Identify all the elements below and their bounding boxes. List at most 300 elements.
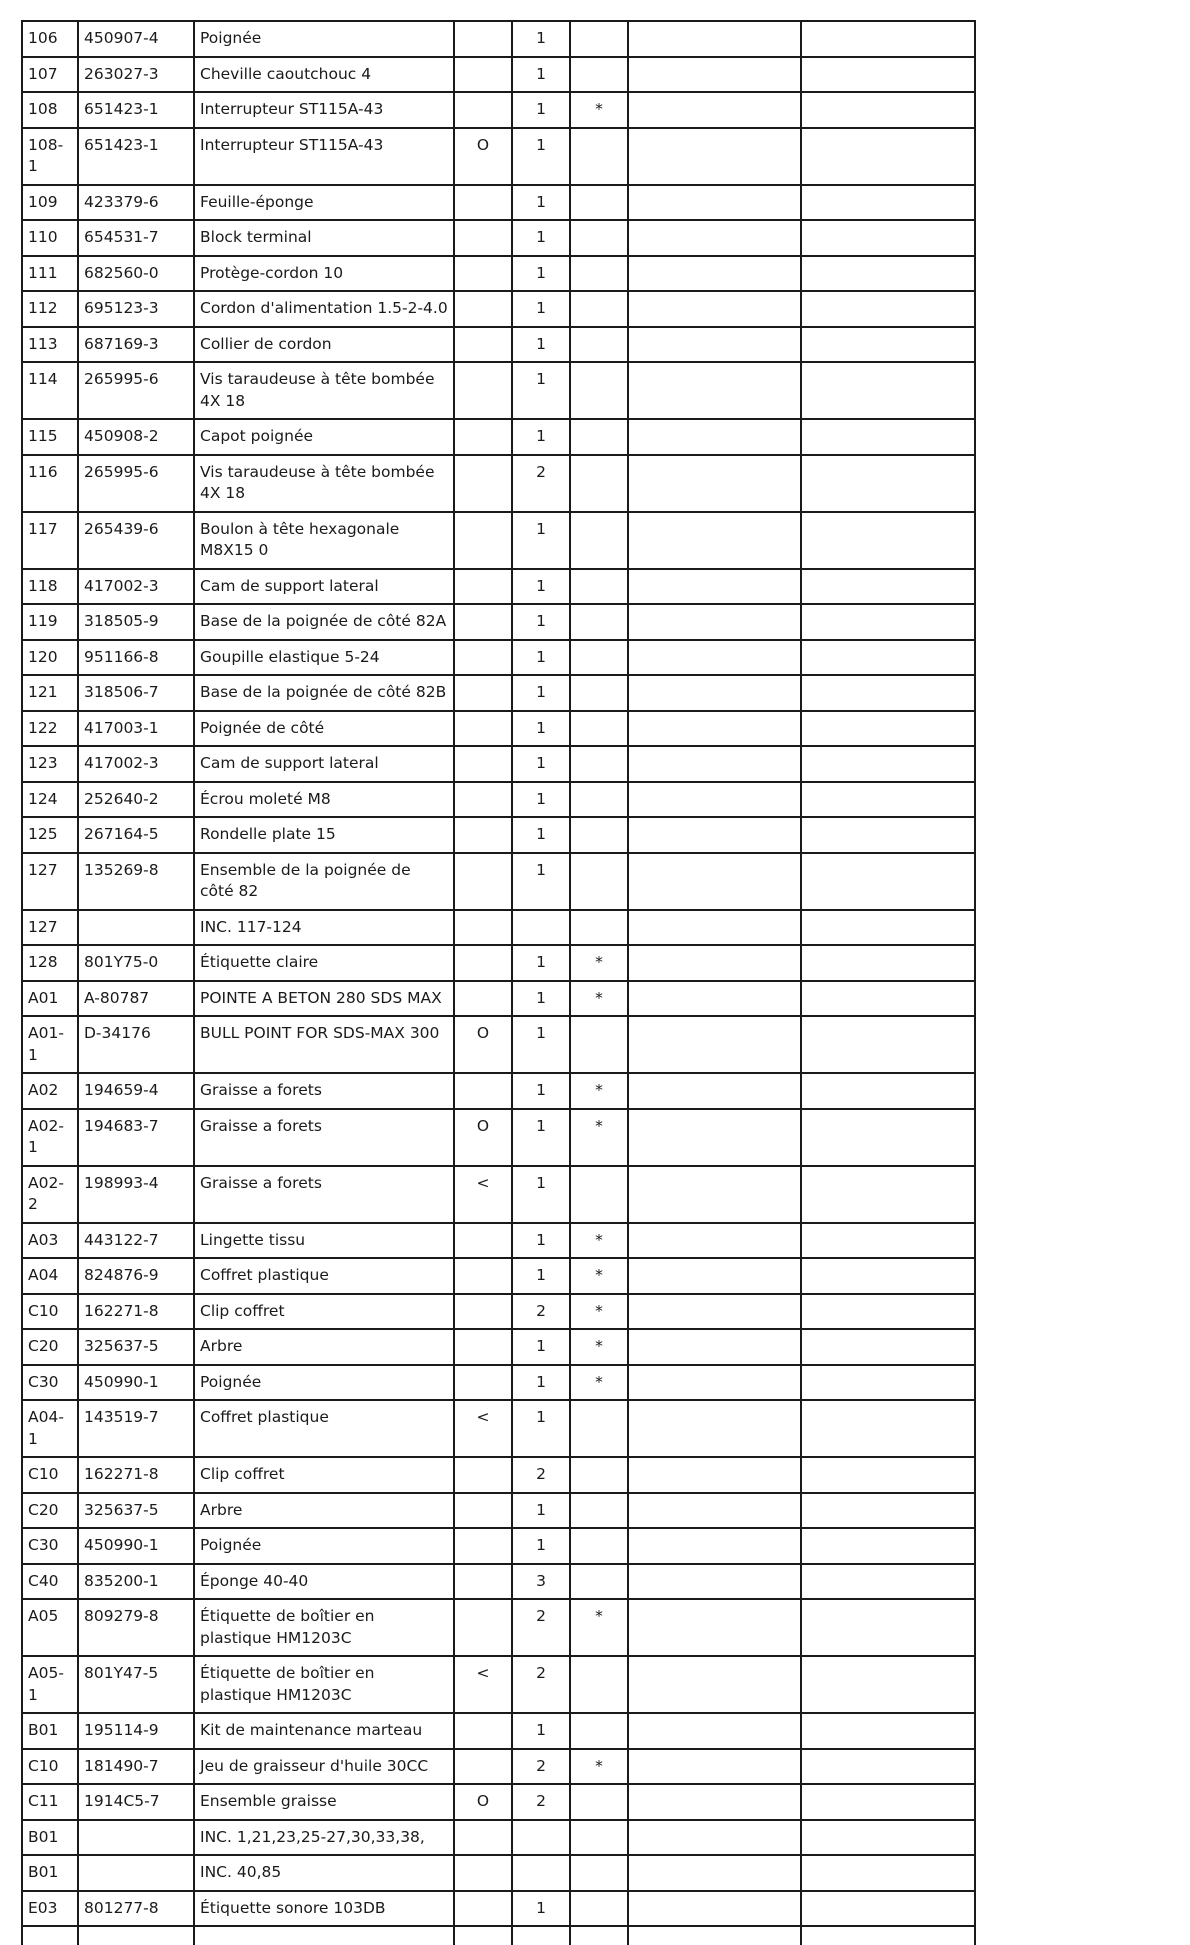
table-row [22,853,975,910]
description-cell: Rondelle plate 15 [194,817,454,853]
part-number-cell: 417003-1 [78,711,194,747]
option-cell [454,981,512,1017]
part-number-cell: 450990-1 [78,1528,194,1564]
note-cell [570,711,628,747]
table-row [22,92,975,128]
note-cell [570,1457,628,1493]
quantity-cell: 2 [512,1457,570,1493]
note-cell [570,569,628,605]
table-row [22,1749,975,1785]
blank-cell [801,1400,975,1457]
part-number-cell: 835200-1 [78,1564,194,1600]
description-cell: Ensemble de la poignée de côté 82 [194,853,454,910]
part-number-cell: D-34176 [78,1016,194,1073]
blank-cell [801,327,975,363]
quantity-cell: 1 [512,981,570,1017]
option-cell [454,853,512,910]
description-cell: Étiquette sonore 103DB [194,1891,454,1927]
option-cell [454,1223,512,1259]
note-cell [570,910,628,946]
blank-cell [801,1749,975,1785]
option-cell [454,945,512,981]
table-row [22,945,975,981]
blank-cell [801,711,975,747]
blank-cell [801,21,975,57]
table-row [22,57,975,93]
quantity-cell: 2 [512,1599,570,1656]
part-number-cell: 198993-4 [78,1166,194,1223]
quantity-cell: 1 [512,604,570,640]
note-cell: * [570,1599,628,1656]
quantity-cell: 1 [512,945,570,981]
part-number-cell: 801Y47-5 [78,1656,194,1713]
blank-cell [454,1926,512,1945]
description-cell: Graisse a forets [194,1109,454,1166]
description-cell: Poignée [194,21,454,57]
note-cell [570,291,628,327]
blank-cell [628,128,801,185]
blank-cell [628,853,801,910]
table-row [22,640,975,676]
description-cell: Vis taraudeuse à tête bombée 4X 18 [194,455,454,512]
blank-cell [628,362,801,419]
table-row [22,362,975,419]
table-row [22,1564,975,1600]
option-cell [454,782,512,818]
blank-cell [628,1926,801,1945]
description-cell: Vis taraudeuse à tête bombée 4X 18 [194,362,454,419]
part-number-cell: 162271-8 [78,1294,194,1330]
blank-cell [628,1016,801,1073]
part-number-cell: 194659-4 [78,1073,194,1109]
note-cell [570,1493,628,1529]
table-row [22,1109,975,1166]
blank-cell [801,419,975,455]
table-row [22,1656,975,1713]
blank-cell [801,1784,975,1820]
quantity-cell: 1 [512,817,570,853]
option-cell [454,291,512,327]
option-cell [454,256,512,292]
option-cell: < [454,1400,512,1457]
item-number-cell: C11 [22,1784,78,1820]
note-cell [570,1528,628,1564]
option-cell [454,910,512,946]
blank-cell [801,1329,975,1365]
description-cell: Arbre [194,1493,454,1529]
part-number-cell: 194683-7 [78,1109,194,1166]
blank-cell [628,291,801,327]
option-cell [454,1329,512,1365]
note-cell: * [570,1365,628,1401]
item-number-cell: 125 [22,817,78,853]
part-number-cell: 318505-9 [78,604,194,640]
description-cell: Graisse a forets [194,1073,454,1109]
item-number-cell: 119 [22,604,78,640]
blank-cell [801,640,975,676]
quantity-cell: 1 [512,1073,570,1109]
blank-cell [628,675,801,711]
part-number-cell: 695123-3 [78,291,194,327]
blank-cell [628,256,801,292]
blank-cell [801,185,975,221]
note-cell [570,1400,628,1457]
blank-cell [801,1599,975,1656]
item-number-cell: 109 [22,185,78,221]
item-number-cell: A01 [22,981,78,1017]
note-cell [570,128,628,185]
option-cell [454,92,512,128]
description-cell: Goupille elastique 5-24 [194,640,454,676]
description-cell: Arbre [194,1329,454,1365]
table-row [22,21,975,57]
table-row [22,291,975,327]
part-number-cell: 654531-7 [78,220,194,256]
part-number-cell: 450907-4 [78,21,194,57]
blank-cell [801,1365,975,1401]
table-row [22,910,975,946]
note-cell: * [570,1294,628,1330]
note-cell [570,1784,628,1820]
option-cell [454,1820,512,1856]
table-row [22,817,975,853]
item-number-cell: 108 [22,92,78,128]
part-number-cell: 423379-6 [78,185,194,221]
item-number-cell: C30 [22,1365,78,1401]
option-cell [454,1258,512,1294]
quantity-cell: 1 [512,419,570,455]
note-cell: * [570,1109,628,1166]
part-number-cell: 801Y75-0 [78,945,194,981]
quantity-cell: 1 [512,1329,570,1365]
blank-cell [628,569,801,605]
table-row [22,604,975,640]
item-number-cell: 127 [22,853,78,910]
table-row [22,782,975,818]
description-cell: Base de la poignée de côté 82A [194,604,454,640]
part-number-cell: 417002-3 [78,569,194,605]
table-row [22,1016,975,1073]
part-number-cell: 162271-8 [78,1457,194,1493]
blank-cell [628,1855,801,1891]
part-number-cell: 267164-5 [78,817,194,853]
blank-cell [628,1294,801,1330]
quantity-cell: 2 [512,1656,570,1713]
part-number-cell: 417002-3 [78,746,194,782]
description-cell: BULL POINT FOR SDS-MAX 300 [194,1016,454,1073]
item-number-cell: 120 [22,640,78,676]
blank-cell [628,512,801,569]
blank-cell [801,1656,975,1713]
part-number-cell: 195114-9 [78,1713,194,1749]
blank-cell [801,57,975,93]
item-number-cell: 121 [22,675,78,711]
table-row [22,1926,975,1945]
blank-cell [801,1564,975,1600]
blank-cell [628,220,801,256]
note-cell: * [570,945,628,981]
quantity-cell: 1 [512,1258,570,1294]
description-cell: Clip coffret [194,1294,454,1330]
parts-table [21,20,976,1945]
quantity-cell: 2 [512,1749,570,1785]
option-cell: O [454,1784,512,1820]
blank-cell [628,746,801,782]
quantity-cell: 2 [512,1784,570,1820]
quantity-cell: 1 [512,1400,570,1457]
note-cell [570,1564,628,1600]
blank-cell [801,1926,975,1945]
note-cell [570,1820,628,1856]
item-number-cell: C20 [22,1493,78,1529]
blank-cell [801,362,975,419]
description-cell: Graisse a forets [194,1166,454,1223]
table-row [22,1713,975,1749]
item-number-cell: C10 [22,1294,78,1330]
item-number-cell: A05 [22,1599,78,1656]
blank-cell [628,1329,801,1365]
blank-cell [628,1713,801,1749]
blank-cell [628,1493,801,1529]
table-row [22,1493,975,1529]
note-cell: * [570,1073,628,1109]
option-cell: O [454,1016,512,1073]
quantity-cell [512,910,570,946]
item-number-cell: 128 [22,945,78,981]
quantity-cell: 1 [512,1016,570,1073]
quantity-cell: 1 [512,92,570,128]
table-row [22,512,975,569]
table-row [22,1258,975,1294]
blank-cell [801,604,975,640]
blank-cell [801,1528,975,1564]
blank-cell [801,1166,975,1223]
note-cell [570,675,628,711]
item-number-cell: B01 [22,1713,78,1749]
quantity-cell: 1 [512,782,570,818]
option-cell [454,711,512,747]
option-cell [454,1294,512,1330]
table-row [22,569,975,605]
table-row [22,711,975,747]
option-cell [454,1528,512,1564]
option-cell [454,21,512,57]
quantity-cell: 1 [512,1891,570,1927]
parts-table-body [22,21,975,1945]
blank-cell [628,1457,801,1493]
blank-cell [628,327,801,363]
blank-cell [801,291,975,327]
description-cell: Base de la poignée de côté 82B [194,675,454,711]
option-cell [454,746,512,782]
description-cell: Cordon d'alimentation 1.5-2-4.0 [194,291,454,327]
description-cell: Protège-cordon 10 [194,256,454,292]
item-number-cell: C20 [22,1329,78,1365]
description-cell: INC. 117-124 [194,910,454,946]
quantity-cell: 1 [512,1223,570,1259]
blank-cell [801,981,975,1017]
note-cell [570,853,628,910]
part-number-cell: 450908-2 [78,419,194,455]
blank-cell [801,910,975,946]
blank-cell [78,1926,194,1945]
blank-cell [801,746,975,782]
option-cell [454,512,512,569]
note-cell [570,746,628,782]
description-cell: Coffret plastique [194,1400,454,1457]
blank-cell [628,1599,801,1656]
blank-cell [628,910,801,946]
note-cell [570,220,628,256]
table-row [22,128,975,185]
blank-cell [628,185,801,221]
option-cell: O [454,128,512,185]
item-number-cell: 107 [22,57,78,93]
item-number-cell: C30 [22,1528,78,1564]
item-number-cell: 127 [22,910,78,946]
table-row [22,1599,975,1656]
blank-cell [628,1784,801,1820]
blank-cell [801,1713,975,1749]
option-cell: < [454,1166,512,1223]
description-cell: INC. 40,85 [194,1855,454,1891]
blank-cell [570,1926,628,1945]
description-cell: Clip coffret [194,1457,454,1493]
table-row [22,1365,975,1401]
table-row [22,1166,975,1223]
part-number-cell: 443122-7 [78,1223,194,1259]
part-number-cell: 265995-6 [78,362,194,419]
description-cell: POINTE A BETON 280 SDS MAX [194,981,454,1017]
blank-cell [628,1109,801,1166]
quantity-cell: 1 [512,362,570,419]
note-cell [570,455,628,512]
option-cell [454,1365,512,1401]
quantity-cell: 1 [512,1166,570,1223]
item-number-cell: A01-1 [22,1016,78,1073]
description-cell: Coffret plastique [194,1258,454,1294]
table-row [22,746,975,782]
item-number-cell: C10 [22,1457,78,1493]
quantity-cell: 1 [512,128,570,185]
description-cell: Lingette tissu [194,1223,454,1259]
quantity-cell: 2 [512,1294,570,1330]
item-number-cell: 111 [22,256,78,292]
part-number-cell [78,910,194,946]
description-cell: Étiquette de boîtier en plastique HM1203C [194,1599,454,1656]
blank-cell [628,640,801,676]
part-number-cell: 809279-8 [78,1599,194,1656]
option-cell [454,57,512,93]
note-cell: * [570,981,628,1017]
table-row [22,1294,975,1330]
blank-cell [628,711,801,747]
description-cell: Poignée [194,1528,454,1564]
item-number-cell: 118 [22,569,78,605]
item-number-cell: 123 [22,746,78,782]
blank-cell [801,1109,975,1166]
description-cell: Cam de support lateral [194,746,454,782]
quantity-cell: 1 [512,1713,570,1749]
part-number-cell: 325637-5 [78,1493,194,1529]
quantity-cell: 1 [512,1109,570,1166]
description-cell: Feuille-éponge [194,185,454,221]
option-cell: O [454,1109,512,1166]
table-row [22,1329,975,1365]
blank-cell [628,92,801,128]
quantity-cell: 1 [512,57,570,93]
item-number-cell: 117 [22,512,78,569]
blank-cell [801,782,975,818]
description-cell: Poignée [194,1365,454,1401]
description-cell: Boulon à tête hexagonale M8X15 0 [194,512,454,569]
part-number-cell: A-80787 [78,981,194,1017]
blank-cell [628,419,801,455]
option-cell [454,569,512,605]
note-cell [570,21,628,57]
part-number-cell: 265995-6 [78,455,194,512]
quantity-cell: 1 [512,853,570,910]
option-cell [454,327,512,363]
table-row [22,1073,975,1109]
table-row [22,675,975,711]
part-number-cell: 651423-1 [78,92,194,128]
description-cell: Interrupteur ST115A-43 [194,128,454,185]
quantity-cell: 1 [512,640,570,676]
item-number-cell: 114 [22,362,78,419]
quantity-cell: 1 [512,512,570,569]
table-row [22,220,975,256]
item-number-cell: E03 [22,1891,78,1927]
quantity-cell: 1 [512,1528,570,1564]
part-number-cell: 143519-7 [78,1400,194,1457]
quantity-cell [512,1820,570,1856]
note-cell: * [570,1749,628,1785]
description-cell: Collier de cordon [194,327,454,363]
item-number-cell: 113 [22,327,78,363]
blank-cell [628,604,801,640]
blank-cell [628,1258,801,1294]
table-row [22,185,975,221]
option-cell [454,220,512,256]
note-cell [570,1855,628,1891]
blank-cell [628,1891,801,1927]
item-number-cell: 106 [22,21,78,57]
description-cell: Jeu de graisseur d'huile 30CC [194,1749,454,1785]
item-number-cell: A02 [22,1073,78,1109]
part-number-cell: 450990-1 [78,1365,194,1401]
table-row [22,1223,975,1259]
option-cell [454,817,512,853]
note-cell [570,327,628,363]
note-cell [570,782,628,818]
item-number-cell: 112 [22,291,78,327]
part-number-cell: 263027-3 [78,57,194,93]
description-cell: Cam de support lateral [194,569,454,605]
option-cell [454,1073,512,1109]
table-row [22,455,975,512]
blank-cell [801,1294,975,1330]
part-number-cell [78,1820,194,1856]
description-cell: Kit de maintenance marteau [194,1713,454,1749]
blank-cell [801,675,975,711]
blank-cell [628,1528,801,1564]
description-cell: Éponge 40-40 [194,1564,454,1600]
quantity-cell: 3 [512,1564,570,1600]
description-cell: Cheville caoutchouc 4 [194,57,454,93]
description-cell: Capot poignée [194,419,454,455]
option-cell [454,1599,512,1656]
